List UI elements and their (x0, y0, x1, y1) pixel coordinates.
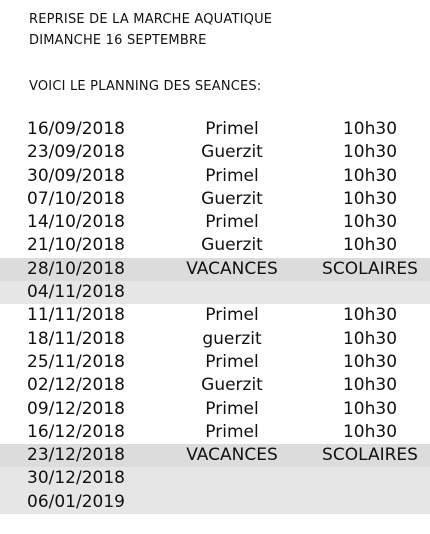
row-time: SCOLAIRES (322, 258, 418, 279)
table-row (0, 165, 430, 188)
table-row (0, 374, 430, 397)
row-location: VACANCES (186, 445, 278, 466)
table-row (0, 211, 430, 234)
row-time: 10h30 (342, 142, 398, 163)
row-time: 10h30 (342, 305, 398, 326)
row-location: Guerzit (201, 375, 263, 396)
row-date: 16/12/2018 (27, 421, 125, 442)
row-date: 16/09/2018 (27, 119, 125, 139)
table-row (0, 444, 430, 467)
row-location: Primel (205, 351, 259, 372)
row-time: 10h30 (342, 212, 398, 233)
row-location: Guerzit (201, 188, 263, 209)
row-time: 10h30 (342, 328, 398, 349)
table-row (0, 421, 430, 444)
row-time: 10h30 (342, 398, 398, 419)
row-date: 28/10/2018 (27, 258, 125, 279)
table-row (0, 234, 430, 257)
row-location: Primel (205, 421, 259, 442)
row-location: Guerzit (201, 142, 263, 163)
row-location: guerzit (202, 328, 262, 349)
table-row (0, 188, 430, 211)
row-date: 23/09/2018 (27, 142, 125, 163)
row-location: Primel (205, 165, 259, 186)
row-date: 25/11/2018 (27, 351, 125, 372)
row-date: 11/11/2018 (27, 305, 125, 326)
row-date: 23/12/2018 (27, 445, 125, 466)
header-date: DIMANCHE 16 SEPTEMBRE (29, 33, 207, 48)
row-date: 07/10/2018 (27, 188, 125, 209)
table-row (0, 118, 430, 141)
row-time: 10h30 (342, 165, 398, 186)
row-time: 10h30 (342, 119, 398, 139)
row-date: 09/12/2018 (27, 398, 125, 419)
document-header (29, 9, 272, 51)
row-time: 10h30 (342, 235, 398, 256)
row-location: Primel (205, 305, 259, 326)
table-row (0, 141, 430, 164)
schedule-table (0, 118, 430, 514)
table-row (0, 328, 430, 351)
row-date: 06/01/2019 (27, 491, 125, 512)
header-title: REPRISE DE LA MARCHE AQUATIQUE (29, 12, 273, 27)
row-location: Primel (205, 119, 259, 139)
row-date: 18/11/2018 (27, 328, 125, 349)
table-row (0, 398, 430, 421)
row-location: Guerzit (201, 235, 263, 256)
row-date: 21/10/2018 (27, 235, 125, 256)
table-row (0, 258, 430, 281)
table-row (0, 491, 430, 514)
table-row (0, 304, 430, 327)
row-location: VACANCES (186, 258, 278, 279)
row-time: 10h30 (342, 421, 398, 442)
row-date: 30/12/2018 (27, 468, 125, 489)
row-time: SCOLAIRES (322, 445, 418, 466)
table-row (0, 351, 430, 374)
row-date: 30/09/2018 (27, 165, 125, 186)
row-time: 10h30 (342, 375, 398, 396)
row-location: Primel (205, 212, 259, 233)
row-time: 10h30 (342, 351, 398, 372)
row-date: 04/11/2018 (27, 282, 125, 303)
row-date: 14/10/2018 (27, 212, 125, 233)
row-time: 10h30 (342, 188, 398, 209)
row-date: 02/12/2018 (27, 375, 125, 396)
table-row (0, 281, 430, 304)
table-row (0, 467, 430, 490)
planning-intro: VOICI LE PLANNING DES SEANCES: (29, 79, 262, 94)
row-location: Primel (205, 398, 259, 419)
